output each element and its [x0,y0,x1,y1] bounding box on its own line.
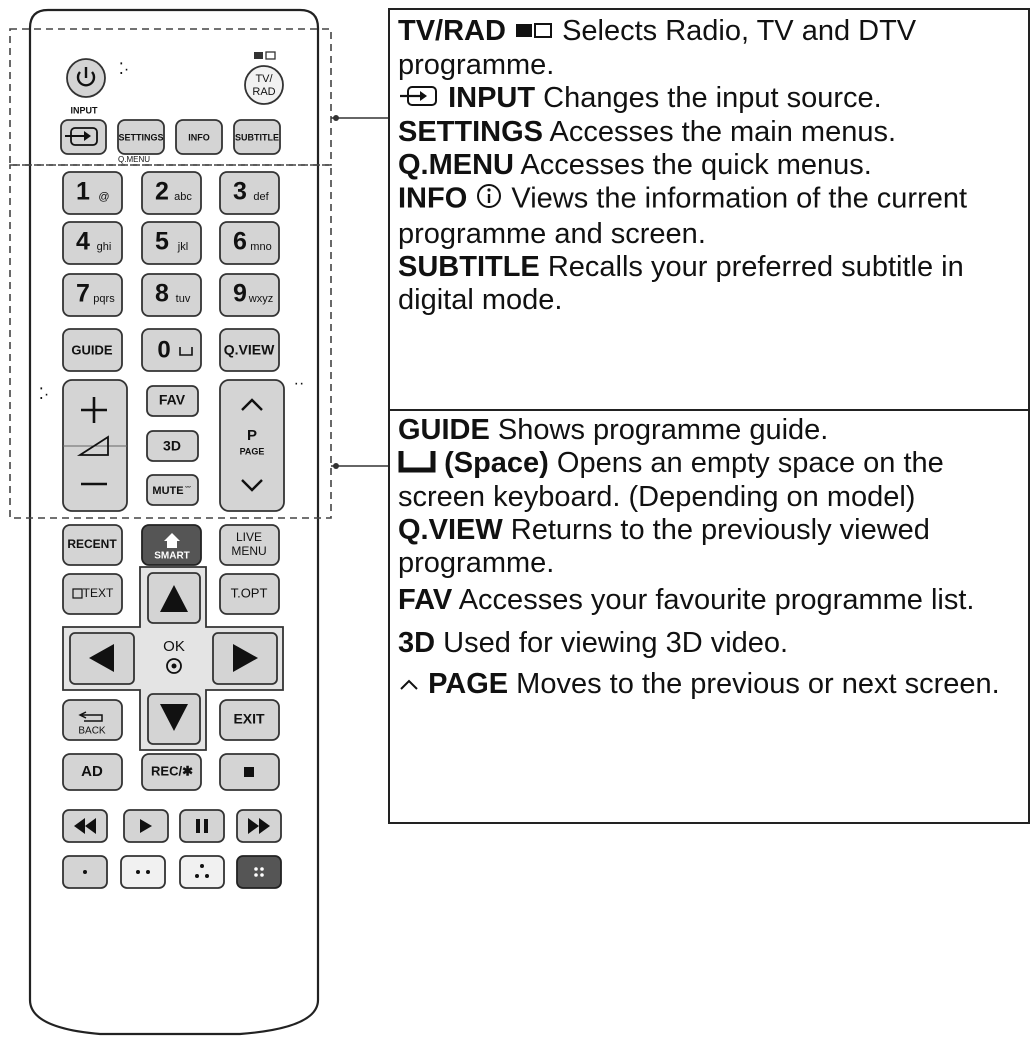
stop-icon [244,767,254,777]
key-1[interactable] [63,172,122,214]
svg-text:⁚·: ⁚· [38,386,50,404]
dpad-down-button[interactable] [148,694,200,744]
fav-button[interactable] [147,386,198,416]
svg-text:··: ·· [293,375,305,393]
dpad-left-button[interactable] [70,633,134,684]
key-6[interactable] [220,222,279,264]
svg-text:0: 0 [157,336,171,364]
svg-text:4: 4 [76,227,90,256]
desc-guide: GUIDE Shows programme guide. [398,414,829,446]
pause-button[interactable] [180,810,224,842]
info-icon [475,182,503,218]
live-menu-button[interactable] [220,525,279,565]
svg-text:Q.VIEW: Q.VIEW [223,341,275,358]
recent-button[interactable] [63,525,122,565]
input-caption: INPUT [70,105,98,116]
settings-button[interactable] [118,120,164,154]
svg-text:9: 9 [233,279,247,308]
svg-text:@: @ [98,190,110,203]
key-9[interactable] [220,274,279,316]
stop-button[interactable] [220,754,279,790]
play-button[interactable] [124,810,168,842]
svg-text:abc: abc [174,190,192,203]
ad-button[interactable] [63,754,122,790]
svg-text:MENU: MENU [231,544,267,559]
dpad-right-button[interactable] [213,633,277,684]
svg-text:PAGE: PAGE [239,446,265,457]
threed-button[interactable] [147,431,198,461]
svg-text:⁚·: ⁚· [118,61,130,79]
key-4[interactable] [63,222,122,264]
svg-text:SETTINGS: SETTINGS [118,132,164,143]
svg-text:RECENT: RECENT [67,537,117,552]
svg-text:jkl: jkl [177,240,189,253]
text-button[interactable] [63,574,122,614]
svg-text:FAV: FAV [158,391,186,408]
svg-text:INFO: INFO [188,132,210,143]
desc-subtitle: SUBTITLE Recalls your preferred subtitle in digital mode. [398,250,964,316]
page-rocker[interactable] [220,380,284,511]
tv-radio-icon [514,16,554,49]
smart-button[interactable] [142,525,201,565]
guide-button[interactable] [63,329,122,371]
desc-space: (Space) Opens an empty space on the screen keyboard. (Depending on model) [398,447,944,513]
desc-input: INPUT Changes the input source. [390,82,1028,116]
svg-text:mno: mno [250,240,272,253]
svg-text:GUIDE: GUIDE [71,342,113,358]
svg-text:5: 5 [155,227,169,256]
rewind-button[interactable] [63,810,107,842]
svg-text:LIVE: LIVE [235,530,263,545]
exit-button[interactable] [220,700,279,740]
svg-text:tuv: tuv [175,292,191,305]
description-box-bottom [388,409,1030,824]
desc-page: PAGE Moves to the previous or next screen. [390,668,1028,702]
svg-text:T.OPT: T.OPT [230,585,268,601]
svg-text:wxyz: wxyz [248,292,274,305]
input-button[interactable] [61,120,106,154]
subtitle-button[interactable] [234,120,280,154]
desc-qmenu: Q.MENU Accesses the quick menus. [398,148,872,181]
yellow-button[interactable] [180,856,224,888]
svg-text:def: def [253,190,269,203]
dpad-up-button[interactable] [148,573,200,623]
desc-info: INFO Views the information of the current programme and screen. [398,182,968,250]
svg-text:pqrs: pqrs [93,292,115,305]
svg-text:3D: 3D [163,437,181,454]
svg-text:8: 8 [155,279,169,308]
svg-text:REC/✱: REC/✱ [151,763,193,779]
key-7[interactable] [63,274,122,316]
description-box-top [388,8,1030,411]
svg-text:AD: AD [81,762,103,780]
power-button[interactable] [67,59,105,97]
space-icon [398,448,436,481]
svg-text:SMART: SMART [154,550,190,562]
blue-button[interactable] [237,856,281,888]
svg-text:TEXT: TEXT [82,586,114,601]
key-3[interactable] [220,172,279,214]
key-5[interactable] [142,222,201,264]
svg-text:SUBTITLE: SUBTITLE [235,132,279,143]
desc-fav: FAV Accesses your favourite programme list. [398,583,975,616]
qmenu-caption: Q.MENU [118,155,150,165]
svg-text:6: 6 [233,227,247,256]
svg-text:3: 3 [233,177,247,206]
svg-text:1: 1 [76,177,90,206]
desc-qview: Q.VIEW Returns to the previously viewed programme. [398,513,930,579]
desc-settings: SETTINGS Accesses the main menus. [398,115,897,148]
topt-button[interactable] [220,574,279,614]
qview-button[interactable] [220,329,279,371]
desc-3d: 3D Used for viewing 3D video. [398,626,789,659]
svg-text:MUTE: MUTE [152,484,184,497]
svg-text:EXIT: EXIT [233,710,265,727]
svg-text:RAD: RAD [252,85,276,98]
tv-rad-button[interactable] [245,66,283,104]
info-button[interactable] [176,120,222,154]
svg-text:P: P [246,426,258,444]
desc-tvrad: TV/RAD Selects Radio, TV and DTV programme. [398,15,917,81]
key-2[interactable] [142,172,201,214]
svg-text:OK: OK [163,637,185,655]
key-0[interactable] [142,329,201,371]
red-button[interactable] [63,856,107,888]
green-button[interactable] [121,856,165,888]
volume-rocker[interactable] [63,380,127,511]
rec-button[interactable] [142,754,201,790]
input-icon [398,83,440,116]
mute-button[interactable] [147,475,198,505]
svg-text:BACK: BACK [78,725,106,737]
fast-forward-button[interactable] [237,810,281,842]
back-button[interactable] [63,700,122,740]
svg-text:ghi: ghi [96,240,112,253]
chevron-up-icon [398,669,420,702]
svg-text:2: 2 [155,177,169,206]
svg-text:7: 7 [76,279,90,308]
key-8[interactable] [142,274,201,316]
svg-text:TV/: TV/ [255,72,273,85]
